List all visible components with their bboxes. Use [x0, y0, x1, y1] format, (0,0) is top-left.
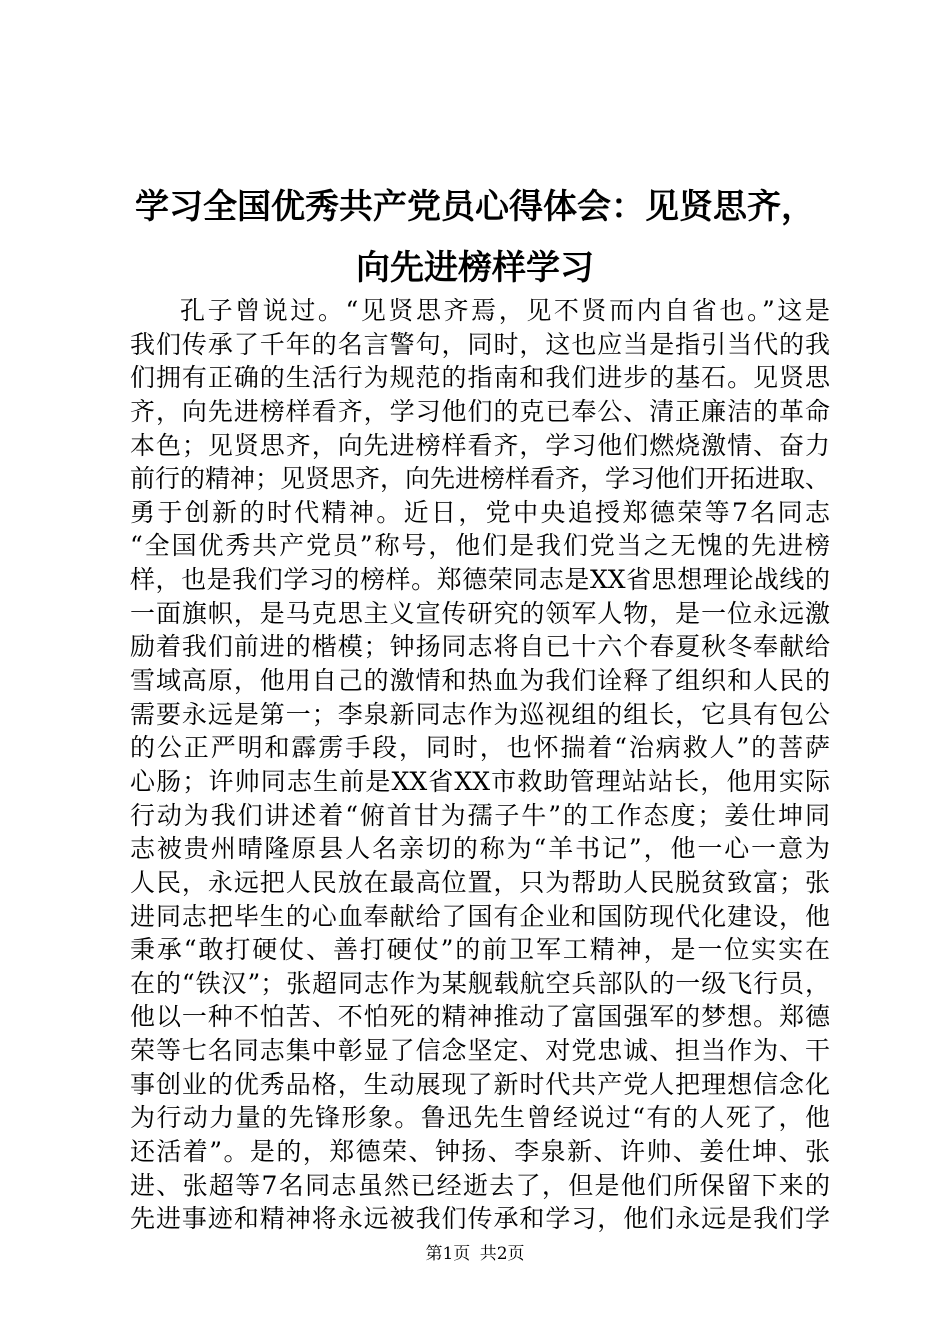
- body-line: 人民，永远把人民放在最高位置，只为帮助人民脱贫致富；张: [130, 867, 830, 897]
- body-line: 进同志把毕生的心血奉献给了国有企业和国防现代化建设，他: [130, 901, 830, 931]
- body-line: 秉承“敢打硬仗、善打硬仗”的前卫军工精神，是一位实实在: [130, 935, 830, 965]
- body-line: 还活着”。是的，郑德荣、钟扬、李泉新、许帅、姜仕坤、张: [130, 1137, 830, 1167]
- document-title-line-2: 向先进榜样学习: [356, 248, 594, 288]
- page-total: 共2页: [479, 1244, 525, 1264]
- body-line: 我们传承了千年的名言警句，同时，这也应当是指引当代的我: [130, 329, 830, 359]
- body-line: 一面旗帜，是马克思主义宣传研究的领军人物，是一位永远激: [130, 598, 830, 628]
- body-line: 事创业的优秀品格，生动展现了新时代共产党人把理想信念化: [130, 1069, 830, 1099]
- document-title-line-1: 学习全国优秀共产党员心得体会：见贤思齐，: [135, 187, 815, 227]
- body-line: “全国优秀共产党员”称号，他们是我们党当之无愧的先进榜: [130, 531, 830, 561]
- body-line: 前行的精神；见贤思齐，向先进榜样看齐，学习他们开拓进取、: [130, 464, 831, 494]
- body-line: 齐，向先进榜样看齐，学习他们的克已奉公、清正廉洁的革命: [130, 396, 830, 426]
- body-line: 心肠；许帅同志生前是XX省XX市救助管理站站长，他用实际: [130, 766, 830, 796]
- body-line: 勇于创新的时代精神。近日，党中央追授郑德荣等7名同志: [130, 497, 830, 527]
- body-line: 雪域高原，他用自己的激情和热血为我们诠释了组织和人民的: [130, 666, 830, 696]
- body-line: 他以一种不怕苦、不怕死的精神推动了富国强军的梦想。郑德: [130, 1002, 830, 1032]
- body-line: 为行动力量的先锋形象。鲁迅先生曾经说过“有的人死了，他: [130, 1103, 830, 1133]
- body-line: 本色；见贤思齐，向先进榜样看齐，学习他们燃烧激情、奋力: [130, 430, 830, 460]
- body-line: 的公正严明和霹雳手段，同时，也怀揣着“治病救人”的菩萨: [130, 733, 830, 763]
- body-line: 样，也是我们学习的榜样。郑德荣同志是XX省思想理论战线的: [130, 565, 830, 595]
- body-line: 们拥有正确的生活行为规范的指南和我们进步的基石。见贤思: [130, 363, 830, 393]
- document-body: [130, 294, 830, 1236]
- body-line: 行动为我们讲述着“俯首甘为孺子牛”的工作态度；姜仕坤同: [130, 800, 830, 830]
- body-line: 需要永远是第一；李泉新同志作为巡视组的组长，它具有包公: [130, 699, 830, 729]
- body-line: 进、张超等7名同志虽然已经逝去了，但是他们所保留下来的: [130, 1170, 830, 1200]
- body-line: 先进事迹和精神将永远被我们传承和学习，他们永远是我们学: [130, 1204, 830, 1234]
- body-line: 孔子曾说过。“见贤思齐焉，见不贤而内自省也。”这是: [180, 296, 830, 325]
- page-footer: [0, 1243, 950, 1265]
- page-number: 第1页: [425, 1244, 471, 1264]
- body-line: 在的“铁汉”；张超同志作为某舰载航空兵部队的一级飞行员，: [130, 968, 830, 998]
- body-line: 励着我们前进的楷模；钟扬同志将自已十六个春夏秋冬奉献给: [130, 632, 830, 662]
- body-line: 荣等七名同志集中彰显了信念坚定、对党忠诚、担当作为、干: [130, 1036, 830, 1066]
- body-line: 志被贵州晴隆原县人名亲切的称为“羊书记”，他一心一意为: [130, 834, 830, 864]
